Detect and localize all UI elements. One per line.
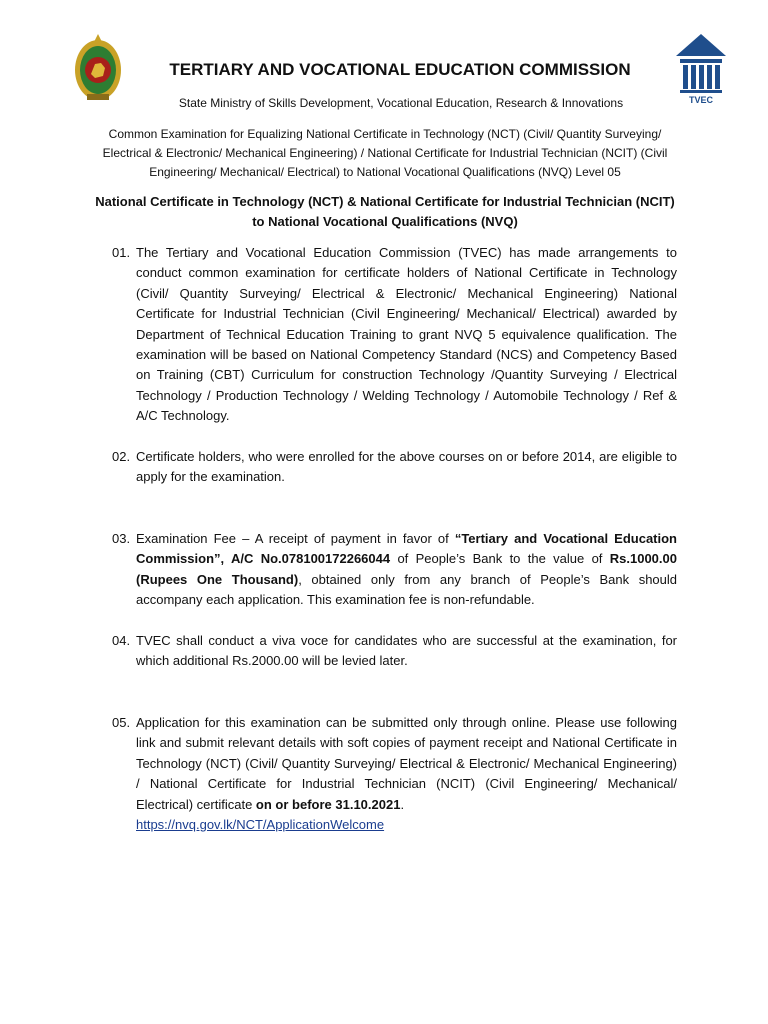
list-item xyxy=(112,447,677,488)
item-number: 04. xyxy=(112,633,131,648)
ministry-subtitle: State Ministry of Skills Development, Vocational Education, Research & Innovations xyxy=(178,96,624,110)
application-link[interactable]: https://nvq.gov.lk/NCT/ApplicationWelcome xyxy=(136,817,385,833)
item-number: 05. xyxy=(112,715,131,730)
payee-account-bold: “Tertiary and Vocational Education Commission”, A/C No.078100172266044 xyxy=(136,531,678,567)
item-text-part: of People’s Bank to the value of xyxy=(390,551,610,567)
page-title: TERTIARY AND VOCATIONAL EDUCATION COMMISSION xyxy=(169,60,631,79)
item-text-part: Examination Fee – A receipt of payment in favor of xyxy=(136,531,455,546)
item-number: 01. xyxy=(112,245,131,260)
notice-heading-line1: National Certificate in Technology (NCT) & National Certificate for Industrial Technician (NCIT) xyxy=(95,194,675,209)
item-text-part: , obtained only from any branch of People’s Bank should accompany each application. This examination fee is non-refundable. xyxy=(136,571,678,608)
fee-amount-bold: Rs.1000.00 (Rupees One Thousand) xyxy=(136,551,677,587)
exam-description: Common Examination for Equalizing National Certificate in Technology (NCT) (Civil/ Quantity Surveying/ Electrical & Electronic/ Mechanical Engineering) / National Certificate for Industrial Technician (NCIT) (Civil Engineering/ Mechanical/ Electrical) to National Vocational Qualifications (NVQ) Level 05 xyxy=(102,127,668,179)
notice-heading xyxy=(90,192,680,232)
item-text xyxy=(136,713,677,835)
tvec-logo-text: TVEC xyxy=(688,95,714,104)
item-text: TVEC shall conduct a viva voce for candidates who are successful at the examination, for which additional Rs.2000.00 will be levied later. xyxy=(136,633,677,669)
deadline-bold: on or before 31.10.2021 xyxy=(255,796,401,812)
notice-heading-line2: to National Vocational Qualifications (NVQ) xyxy=(252,214,518,229)
item-text: The Tertiary and Vocational Education Commission (TVEC) has made arrangements to conduct common examination for certificate holders of National Certificate in Technology (Civil/ Quantity Surveying/ Electrical & Electronic/ Mechanical Engineering) National Certificate for Industrial Technician (Civil Engineering/ Mechanical/ Electrical) awarded by Department of Technical Education Training to grant NVQ 5 equivalence qualification. The examination will be based on National Competency Standard (NCS) and Competency Based on Training (CBT) Curriculum for construction Technology /Quantity Surveying / Electrical Technology / Production Technology / Welding Technology / Automobile Technology / Ref & A/C Technology. xyxy=(136,245,677,424)
list-item xyxy=(112,243,677,427)
list-item xyxy=(112,713,677,835)
list-item xyxy=(112,529,677,611)
item-number: 02. xyxy=(112,449,131,464)
item-number: 03. xyxy=(112,531,131,546)
item-text-part: Application for this examination can be submitted only through online. Please use following link and submit relevant details with soft copies of payment receipt and National Certificate in Technology (NCT) (Civil/ Quantity Surveying/ Electrical & Electronic/ Mechanical Engineering) / National Certificate for Industrial Technician (NCIT) (Civil Engineering/ Mechanical/ Electrical) certificate xyxy=(136,715,677,812)
list-item xyxy=(112,631,677,672)
item-text-part: . xyxy=(400,796,405,812)
item-text xyxy=(136,529,677,611)
item-text: Certificate holders, who were enrolled for the above courses on or before 2014, are eligible to apply for the examination. xyxy=(136,449,677,485)
